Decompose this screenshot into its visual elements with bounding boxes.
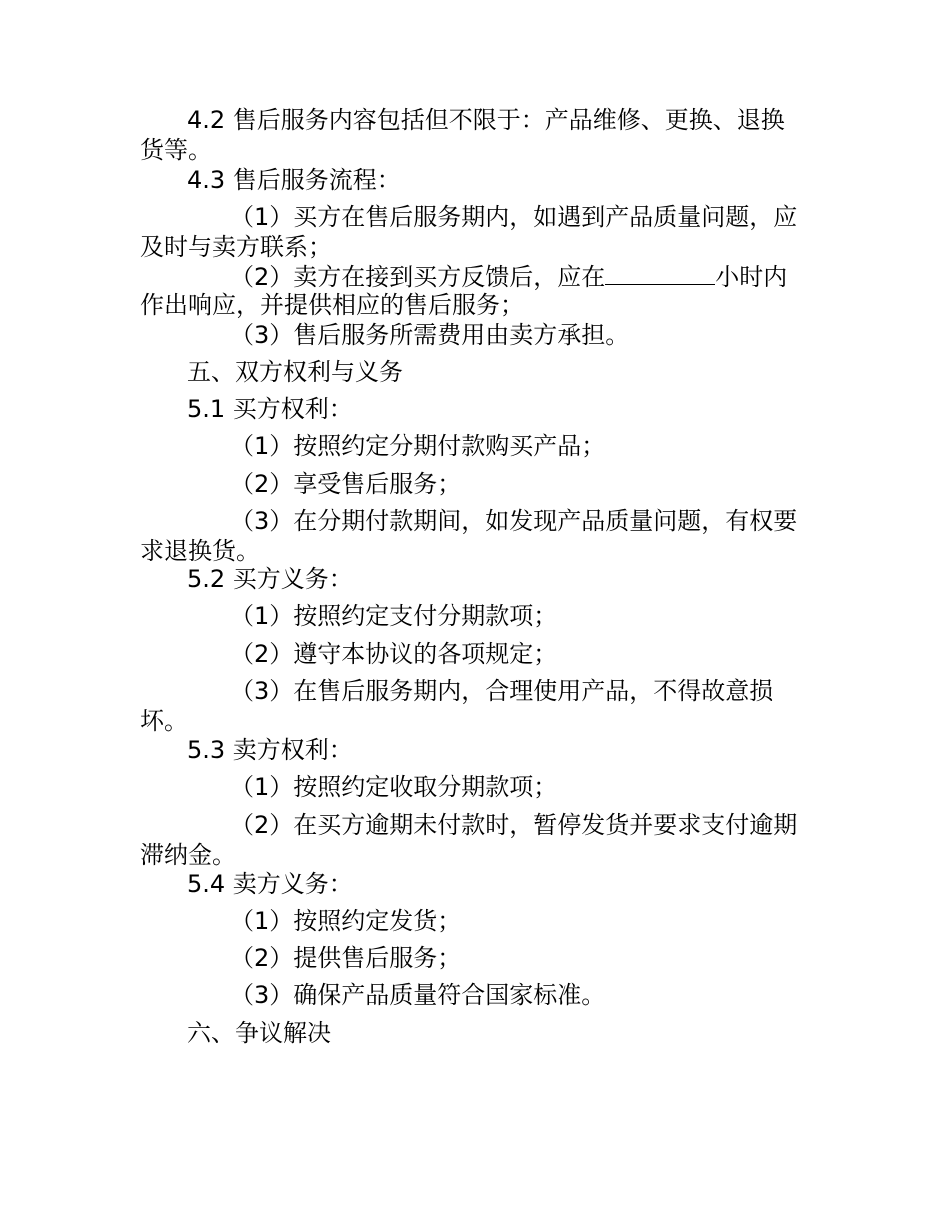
clause-5-1-2: （2）享受售后服务；: [230, 470, 462, 498]
clause-5-4-1: （1）按照约定发货；: [230, 907, 462, 935]
clause-5-1-1: （1）按照约定分期付款购买产品；: [230, 432, 606, 460]
clause-5-2-2: （2）遵守本协议的各项规定；: [230, 640, 558, 668]
clause-5-1-3-line-1: （3）在分期付款期间，如发现产品质量问题，有权要: [230, 507, 798, 535]
section-6-heading: 六、争议解决: [187, 1019, 331, 1047]
clause-5-2-heading: 5.2 买方义务：: [187, 565, 353, 593]
section-5-heading: 五、双方权利与义务: [187, 358, 403, 386]
clause-4-3-2-line-2: 作出响应，并提供相应的售后服务；: [140, 291, 524, 319]
clause-4-3-1-line-2: 及时与卖方联系；: [140, 233, 332, 261]
clause-4-3-2-text-after-blank: 小时内: [715, 263, 788, 291]
clause-5-1-heading: 5.1 买方权利：: [187, 395, 353, 423]
clause-5-2-1: （1）按照约定支付分期款项；: [230, 602, 558, 630]
clause-5-4-3: （3）确保产品质量符合国家标准。: [230, 981, 606, 1009]
clause-5-3-1: （1）按照约定收取分期款项；: [230, 773, 558, 801]
fill-in-blank-hours[interactable]: [605, 264, 715, 285]
clause-5-1-3-line-2: 求退换货。: [140, 537, 260, 565]
clause-5-3-heading: 5.3 卖方权利：: [187, 736, 353, 764]
clause-5-2-3-line-2: 坏。: [140, 707, 188, 735]
clause-4-2-line-1: 4.2 售后服务内容包括但不限于：产品维修、更换、退换: [187, 106, 785, 134]
clause-5-3-2-line-2: 滞纳金。: [140, 841, 236, 869]
clause-4-3-1-line-1: （1）买方在售后服务期内，如遇到产品质量问题，应: [230, 203, 798, 231]
clause-5-4-2: （2）提供售后服务；: [230, 944, 462, 972]
clause-4-3-heading: 4.3 售后服务流程：: [187, 166, 401, 194]
clause-4-3-2-text-before-blank: （2）卖方在接到买方反馈后，应在: [230, 263, 606, 291]
clause-5-3-2-line-1: （2）在买方逾期未付款时，暂停发货并要求支付逾期: [230, 811, 798, 839]
clause-4-3-3: （3）售后服务所需费用由卖方承担。: [230, 321, 630, 349]
clause-5-2-3-line-1: （3）在售后服务期内，合理使用产品，不得故意损: [230, 677, 774, 705]
clause-5-4-heading: 5.4 卖方义务：: [187, 870, 353, 898]
clause-4-2-line-2: 货等。: [140, 136, 212, 164]
